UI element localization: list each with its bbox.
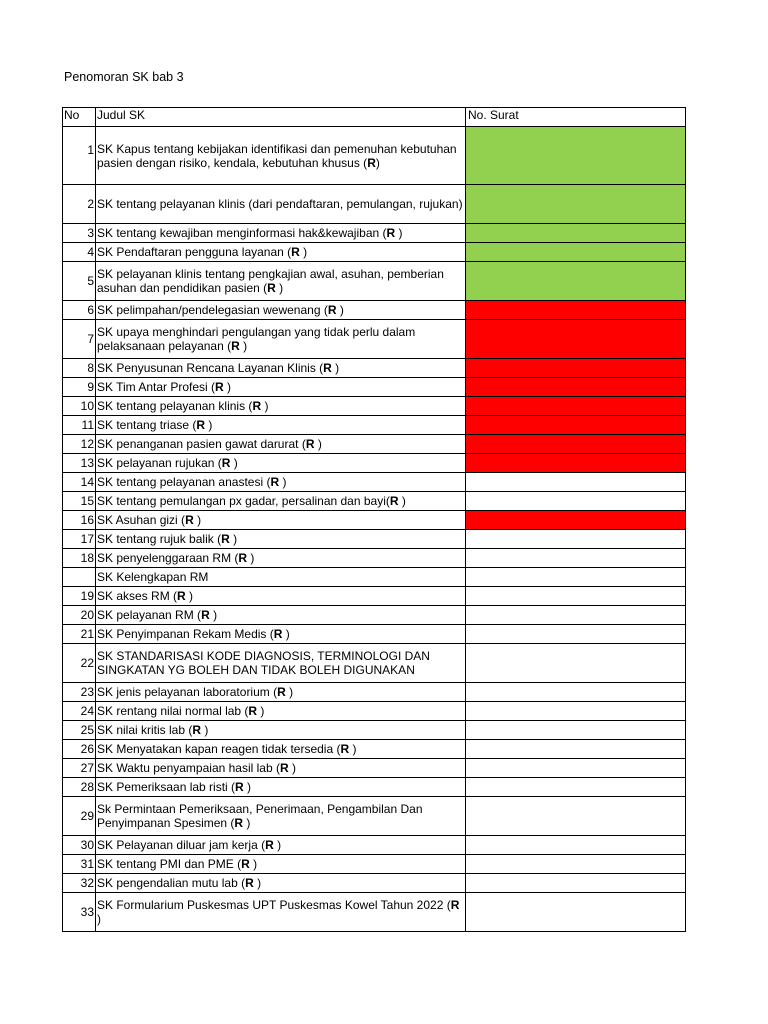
row-title-text: SK pengendalian mutu lab ( (97, 876, 246, 890)
table-row (63, 721, 686, 740)
row-no-surat (466, 759, 686, 778)
row-number (63, 530, 96, 549)
row-title-text: SK tentang pemulangan px gadar, persalinan dan bayi( (97, 494, 390, 508)
row-title-text: SK pelayanan rujukan ( (97, 456, 222, 470)
row-number-text: 21 (80, 627, 94, 641)
row-number-text: 11 (81, 418, 94, 432)
row-number (63, 549, 96, 568)
row-number (63, 243, 96, 262)
row-number-text: 23 (80, 685, 94, 699)
row-title (96, 320, 466, 359)
row-no-surat (466, 416, 686, 435)
row-title (96, 359, 466, 378)
row-r-marker: R (323, 361, 332, 375)
row-title (96, 855, 466, 874)
table-row (63, 778, 686, 797)
row-number (63, 644, 96, 683)
row-title-close: ) (331, 361, 340, 375)
row-title-close: ) (279, 475, 287, 489)
table-row (63, 492, 686, 511)
row-r-marker: R (291, 245, 300, 259)
table-row (63, 416, 686, 435)
row-r-marker: R (305, 437, 315, 451)
table-row (63, 262, 686, 301)
row-title-text: SK Tim Antar Profesi ( (97, 380, 216, 394)
row-title-close: ) (223, 380, 232, 394)
table-row (63, 224, 686, 243)
row-title-text: SK akses RM ( (97, 589, 178, 603)
row-r-marker: R (196, 418, 206, 432)
row-title-text: SK Pendaftaran pengguna layanan ( (97, 245, 292, 259)
row-no-surat (466, 320, 686, 359)
row-title-close: ) (261, 399, 269, 413)
table-row (63, 740, 686, 759)
row-title (96, 378, 466, 397)
table-row (63, 473, 686, 492)
row-number-text: 19 (80, 589, 94, 603)
row-number (63, 492, 96, 511)
row-r-marker: R (221, 456, 231, 470)
row-title (96, 185, 466, 224)
row-r-marker: R (279, 761, 289, 775)
table-row (63, 549, 686, 568)
row-title (96, 606, 466, 625)
row-no-surat (466, 797, 686, 836)
row-number-text: 4 (87, 245, 94, 259)
row-r-marker: R (192, 723, 202, 737)
row-title-close: ) (209, 608, 218, 622)
row-title-close: ) (257, 704, 265, 718)
row-number (63, 301, 96, 320)
row-title (96, 397, 466, 416)
row-number-text: 2 (87, 197, 94, 211)
row-title-text: SK Pemeriksaan lab risti ( (97, 780, 236, 794)
row-title (96, 778, 466, 797)
row-r-marker: R (340, 742, 350, 756)
row-title-close: ) (205, 418, 213, 432)
row-title-text: SK Penyusunan Rencana Layanan Klinis ( (97, 361, 324, 375)
row-title-close: ) (285, 685, 294, 699)
row-number-text: 6 (87, 303, 94, 317)
table-row (63, 530, 686, 549)
row-title (96, 243, 466, 262)
row-no-surat (466, 262, 686, 301)
row-number-text: 13 (80, 456, 94, 470)
row-title (96, 759, 466, 778)
row-number (63, 262, 96, 301)
row-r-marker: R (245, 876, 254, 890)
row-title (96, 797, 466, 836)
row-title-text: SK nilai kritis lab ( (97, 723, 193, 737)
row-title-close: ) (395, 226, 403, 240)
row-title-text: SK tentang rujuk balik ( (97, 532, 222, 546)
row-title-text: SK pelayanan RM ( (97, 608, 202, 622)
row-number (63, 759, 96, 778)
row-number (63, 568, 96, 587)
row-title-close: ) (239, 339, 248, 353)
row-title-close: ) (375, 155, 380, 170)
table-header-row (63, 108, 686, 127)
row-number-text: 31 (80, 857, 94, 871)
row-title-close: ) (299, 245, 308, 259)
row-title (96, 224, 466, 243)
row-number (63, 320, 96, 359)
row-number-text: 22 (80, 656, 94, 670)
row-no-surat (466, 243, 686, 262)
row-no-surat (466, 549, 686, 568)
row-no-surat (466, 778, 686, 797)
row-title (96, 893, 466, 932)
row-r-marker: R (277, 685, 286, 699)
row-title-close: ) (229, 532, 238, 546)
table-row (63, 702, 686, 721)
row-number (63, 625, 96, 644)
row-title-close: ) (288, 761, 296, 775)
table-row (63, 855, 686, 874)
row-title-text: SK rentang nilai normal lab ( (97, 704, 249, 718)
row-title (96, 587, 466, 606)
row-title-close: ) (247, 551, 255, 565)
row-number-text: 5 (87, 274, 94, 288)
row-r-marker: R (450, 898, 460, 912)
row-no-surat (466, 224, 686, 243)
row-number-text: 30 (80, 838, 94, 852)
row-title-close: ) (314, 437, 322, 451)
row-no-surat (466, 702, 686, 721)
table-row (63, 359, 686, 378)
row-title (96, 549, 466, 568)
row-r-marker: R (389, 494, 399, 508)
row-title-close: ) (243, 780, 252, 794)
row-title (96, 625, 466, 644)
row-number (63, 740, 96, 759)
row-number (63, 359, 96, 378)
row-title (96, 721, 466, 740)
row-title-text: SK Waktu penyampaian hasil lab ( (97, 761, 280, 775)
row-title-close: ) (185, 589, 194, 603)
header-judul-sk: Judul SK (96, 108, 466, 127)
row-number (63, 378, 96, 397)
row-title-close: ) (253, 876, 262, 890)
header-no: No (63, 108, 96, 127)
row-no-surat (466, 530, 686, 549)
row-title-text: SK tentang kewajiban menginformasi hak&kewajiban ( (97, 226, 387, 240)
row-number-text: 25 (80, 723, 94, 737)
row-title-text: SK tentang pelayanan klinis ( (97, 399, 253, 413)
row-number-text: 3 (87, 226, 94, 240)
row-title-text: SK Pelayanan diluar jam kerja ( (97, 838, 266, 852)
table-row (63, 511, 686, 530)
row-number-text: 9 (87, 380, 94, 394)
row-r-marker: R (231, 339, 240, 353)
table-row (63, 320, 686, 359)
row-number (63, 587, 96, 606)
row-number-text: 7 (87, 332, 94, 346)
row-title-text: SK Penyimpanan Rekam Medis ( (97, 627, 274, 641)
sk-table-body (63, 108, 686, 932)
row-title-text: SK penyelenggaraan RM ( (97, 551, 239, 565)
row-title (96, 473, 466, 492)
row-r-marker: R (367, 155, 376, 170)
row-no-surat (466, 587, 686, 606)
row-no-surat (466, 511, 686, 530)
row-title (96, 836, 466, 855)
row-title-text: SK pelimpahan/pendelegasian wewenang ( (97, 303, 328, 317)
row-no-surat (466, 435, 686, 454)
row-no-surat (466, 454, 686, 473)
table-row (63, 378, 686, 397)
row-number-text: 15 (80, 494, 94, 508)
row-no-surat (466, 397, 686, 416)
table-row (63, 759, 686, 778)
table-row (63, 127, 686, 185)
row-title-text: SK Menyatakan kapan reagen tidak tersedia ( (97, 742, 341, 756)
row-number-text: 32 (80, 876, 94, 890)
row-r-marker: R (270, 475, 280, 489)
row-title-text: SK tentang pelayanan anastesi ( (97, 475, 271, 489)
row-number-text: 29 (80, 809, 94, 823)
row-no-surat (466, 127, 686, 185)
row-title (96, 530, 466, 549)
row-no-surat (466, 473, 686, 492)
row-number-text: 24 (80, 704, 94, 718)
table-row (63, 397, 686, 416)
row-number-text: 1 (87, 142, 94, 157)
row-title-close: ) (349, 742, 357, 756)
row-r-marker: R (221, 532, 230, 546)
row-no-surat (466, 568, 686, 587)
row-no-surat (466, 359, 686, 378)
row-number (63, 721, 96, 740)
row-title-text: Sk Permintaan Pemeriksaan, Penerimaan, Pengambilan Dan Penyimpanan Spesimen ( (97, 802, 423, 830)
row-number (63, 778, 96, 797)
table-row (63, 874, 686, 893)
row-r-marker: R (267, 281, 276, 295)
row-number (63, 836, 96, 855)
row-title (96, 644, 466, 683)
table-row (63, 797, 686, 836)
row-r-marker: R (327, 303, 337, 317)
row-title (96, 683, 466, 702)
table-row (63, 625, 686, 644)
row-no-surat (466, 606, 686, 625)
table-row (63, 454, 686, 473)
row-title-close: ) (193, 513, 202, 527)
row-title-text: SK upaya menghindari pengulangan yang tidak perlu dalam pelaksanaan pelayanan ( (97, 325, 416, 353)
row-title-close: ) (282, 627, 290, 641)
row-title-text: SK penanganan pasien gawat darurat ( (97, 437, 306, 451)
row-title-text: SK Kapus tentang kebijakan identifikasi dan pemenuhan kebutuhan pasien dengan risiko, kendala, kebutuhan khusus ( (97, 141, 457, 170)
row-title (96, 435, 466, 454)
table-row (63, 606, 686, 625)
row-title (96, 301, 466, 320)
row-number (63, 893, 96, 932)
row-title-close: ) (398, 494, 406, 508)
row-r-marker: R (386, 226, 396, 240)
row-number (63, 416, 96, 435)
row-no-surat (466, 492, 686, 511)
row-title (96, 874, 466, 893)
row-title (96, 568, 466, 587)
row-title-text: SK Asuhan gizi ( (97, 513, 186, 527)
header-no-surat: No. Surat (466, 108, 686, 127)
row-number (63, 224, 96, 243)
row-no-surat (466, 185, 686, 224)
row-r-marker: R (273, 627, 283, 641)
row-number-text: 20 (80, 608, 94, 622)
row-no-surat (466, 644, 686, 683)
row-title-close: ) (97, 912, 101, 926)
row-number-text: 12 (80, 437, 94, 451)
row-title (96, 702, 466, 721)
row-no-surat (466, 721, 686, 740)
row-title-text: SK jenis pelayanan laboratorium ( (97, 685, 278, 699)
row-number-text: 16 (80, 513, 94, 527)
row-no-surat (466, 836, 686, 855)
row-title (96, 262, 466, 301)
row-number-text: 33 (80, 905, 94, 919)
row-r-marker: R (201, 608, 210, 622)
row-title-text: SK tentang PMI dan PME ( (97, 857, 242, 871)
row-number (63, 435, 96, 454)
row-no-surat (466, 874, 686, 893)
row-title (96, 511, 466, 530)
row-number (63, 127, 96, 185)
row-title-text: SK Kelengkapan RM (97, 570, 209, 584)
row-number-text: 26 (80, 742, 94, 756)
row-number-text: 10 (80, 399, 94, 413)
row-title (96, 740, 466, 759)
row-number (63, 702, 96, 721)
row-title-text: SK Formularium Puskesmas UPT Puskesmas Kowel Tahun 2022 ( (97, 898, 451, 912)
row-r-marker: R (235, 780, 244, 794)
table-row (63, 435, 686, 454)
row-number-text: 27 (80, 761, 94, 775)
row-title (96, 454, 466, 473)
row-r-marker: R (234, 816, 244, 830)
row-r-marker: R (265, 838, 274, 852)
row-r-marker: R (248, 704, 258, 718)
table-row (63, 836, 686, 855)
row-number-text: 8 (87, 361, 94, 375)
row-no-surat (466, 683, 686, 702)
row-title-close: ) (230, 456, 238, 470)
row-title-close: ) (275, 281, 284, 295)
row-title-text: SK pelayanan klinis tentang pengkajian awal, asuhan, pemberian asuhan dan pendidikan pasien ( (97, 267, 444, 295)
row-number-text: 28 (80, 780, 94, 794)
row-title-text: SK tentang pelayanan klinis (dari pendaftaran, pemulangan, rujukan) (97, 197, 463, 211)
row-r-marker: R (185, 513, 194, 527)
row-r-marker: R (252, 399, 262, 413)
table-row (63, 644, 686, 683)
row-number (63, 874, 96, 893)
document-title: Penomoran SK bab 3 (64, 70, 184, 84)
row-number (63, 473, 96, 492)
row-r-marker: R (215, 380, 224, 394)
table-row (63, 683, 686, 702)
row-title-close: ) (336, 303, 344, 317)
row-title (96, 416, 466, 435)
row-title-close: ) (273, 838, 282, 852)
row-number (63, 797, 96, 836)
row-title-close: ) (249, 857, 258, 871)
row-number (63, 185, 96, 224)
row-number (63, 397, 96, 416)
table-row (63, 893, 686, 932)
row-title-text: SK STANDARISASI KODE DIAGNOSIS, TERMINOLOGI DAN SINGKATAN YG BOLEH DAN TIDAK BOLEH DIGUNAKAN (97, 649, 430, 677)
row-number (63, 454, 96, 473)
row-no-surat (466, 855, 686, 874)
table-row (63, 185, 686, 224)
table-row (63, 568, 686, 587)
row-r-marker: R (241, 857, 250, 871)
row-number (63, 606, 96, 625)
row-title-close: ) (201, 723, 209, 737)
row-number-text: 18 (80, 551, 94, 565)
row-number-text: 17 (80, 532, 94, 546)
row-number (63, 855, 96, 874)
row-number (63, 511, 96, 530)
table-row (63, 243, 686, 262)
row-no-surat (466, 301, 686, 320)
table-row (63, 587, 686, 606)
row-no-surat (466, 893, 686, 932)
row-title-text: SK tentang triase ( (97, 418, 197, 432)
row-title-close: ) (243, 816, 251, 830)
row-r-marker: R (238, 551, 248, 565)
table-row (63, 301, 686, 320)
row-no-surat (466, 625, 686, 644)
row-number-text: 14 (80, 475, 94, 489)
row-number (63, 683, 96, 702)
row-title (96, 492, 466, 511)
row-no-surat (466, 378, 686, 397)
row-r-marker: R (177, 589, 186, 603)
sk-table (62, 107, 686, 932)
row-no-surat (466, 740, 686, 759)
row-title (96, 127, 466, 185)
